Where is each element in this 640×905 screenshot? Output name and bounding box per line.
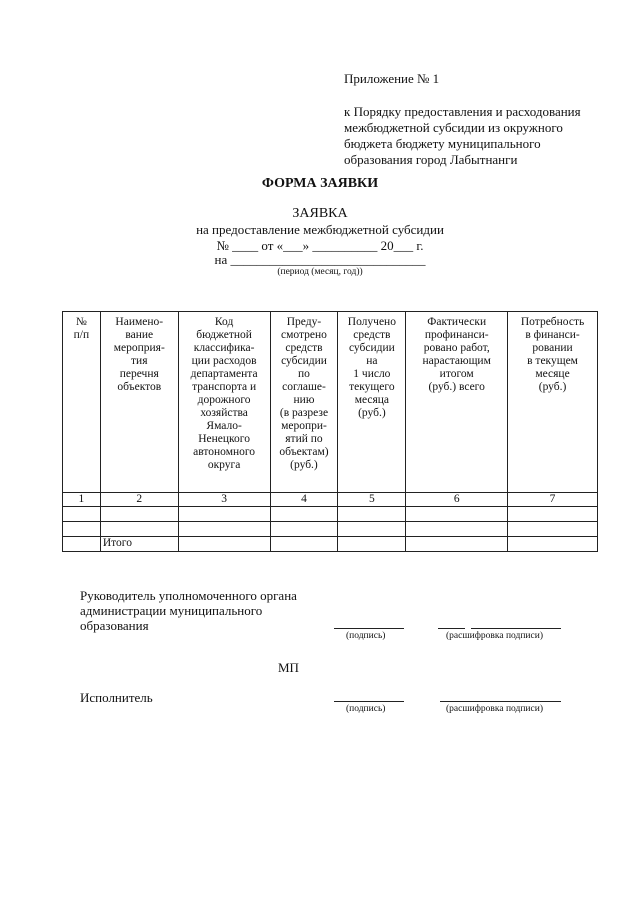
header-text: (руб.) (290, 459, 318, 471)
head-signatory-label (80, 588, 320, 633)
period-line: на ______________________________ (214, 252, 426, 267)
period-hint: (период (месяц, год)) (277, 267, 363, 277)
header-text: Наимено- (115, 316, 164, 328)
head-signature-line (334, 628, 404, 629)
header-cell-number (63, 312, 101, 493)
head-decode-line-short (438, 628, 465, 629)
header-text: месяца (354, 394, 390, 406)
stamp-place-label: МП (278, 660, 299, 675)
header-text: вание (125, 329, 154, 341)
table-cell (508, 537, 598, 552)
table-cell (508, 522, 598, 537)
header-text: средств (353, 329, 391, 341)
column-index: 3 (178, 493, 270, 507)
table-cell (63, 522, 101, 537)
header-text: профинанси- (424, 329, 489, 341)
head-sign-hint: (подпись) (346, 631, 386, 641)
table-cell (178, 507, 270, 522)
header-text: соглаше- (282, 381, 326, 393)
zayavka-heading: ЗАЯВКА (292, 206, 348, 221)
table-cell (100, 522, 178, 537)
header-text: транспорта и (192, 381, 257, 393)
header-text: средств (285, 342, 323, 354)
header-text: нарастающим (422, 355, 491, 367)
head-label-line: администрации муниципального (80, 603, 263, 618)
head-decode-line (471, 628, 561, 629)
header-text: субсидии (281, 355, 327, 367)
table-row (63, 507, 598, 522)
header-cell-planned (270, 312, 338, 493)
table-cell (63, 507, 101, 522)
table-cell (338, 507, 406, 522)
head-decode-hint: (расшифровка подписи) (446, 631, 543, 641)
appendix-title: Приложение № 1 (344, 71, 440, 86)
header-text: бюджетной (196, 329, 252, 341)
column-index: 7 (508, 493, 598, 507)
header-text: по (298, 368, 310, 380)
table-row (63, 522, 598, 537)
head-label-line: Руководитель уполномоченного органа (80, 588, 297, 603)
executor-decode-line (440, 701, 561, 702)
executor-decode-hint: (расшифровка подписи) (446, 704, 543, 714)
table-cell (406, 507, 508, 522)
table-cell (178, 537, 270, 552)
table-cell (270, 522, 338, 537)
header-text: округа (207, 459, 241, 471)
table-cell (406, 537, 508, 552)
header-text: месяце (535, 368, 570, 380)
total-label: Итого (100, 537, 178, 552)
header-text: (руб.) всего (428, 381, 485, 393)
header-cell-received (338, 312, 406, 493)
header-text: Фактически (427, 316, 487, 328)
header-text: п/п (73, 329, 90, 341)
table-cell (338, 522, 406, 537)
header-cell-need (508, 312, 598, 493)
header-text: тия (131, 355, 148, 367)
column-index-row (63, 493, 598, 507)
table-cell (508, 507, 598, 522)
header-text: Получено (347, 316, 396, 328)
table-cell (338, 537, 406, 552)
header-text: 1 число (353, 368, 391, 380)
executor-label: Исполнитель (80, 690, 153, 705)
header-text: мероприя- (113, 342, 165, 354)
header-text: Потребность (520, 316, 585, 328)
head-label-line: образования (80, 618, 149, 633)
column-index: 5 (338, 493, 406, 507)
header-cell-name (100, 312, 178, 493)
column-index: 4 (270, 493, 338, 507)
executor-signature-line (334, 701, 404, 702)
appendix-line: образования город Лабытнанги (344, 152, 518, 167)
header-text: нию (293, 394, 315, 406)
header-text: в текущем (527, 355, 578, 367)
header-text: текущего (349, 381, 395, 393)
header-text: субсидии (348, 342, 395, 354)
header-text: Код (214, 316, 234, 328)
table-cell (270, 507, 338, 522)
form-subtitle: на предоставление межбюджетной субсидии (196, 222, 444, 237)
appendix-line: бюджета бюджету муниципального (344, 136, 541, 151)
column-index: 1 (63, 493, 101, 507)
header-text: Ямало- (206, 420, 242, 432)
appendix-text (344, 104, 594, 168)
header-text: ятий по (285, 433, 323, 445)
appendix-line: к Порядку предоставления и расходования (344, 104, 581, 119)
header-text: итогом (439, 368, 474, 380)
header-text: в финанси- (525, 329, 580, 341)
header-text: автономного (193, 446, 256, 458)
header-text: (руб.) (358, 407, 386, 419)
column-index: 2 (100, 493, 178, 507)
header-text: ции расходов (191, 355, 257, 367)
header-text: меропри- (281, 420, 327, 432)
header-text: перечня (119, 368, 159, 380)
appendix-line: межбюджетной субсидии из окружного (344, 120, 563, 135)
header-text: (в разрезе (279, 407, 329, 419)
table-header-row (63, 312, 598, 493)
table-cell (100, 507, 178, 522)
number-date-line: № ____ от «___» __________ 20___ г. (216, 238, 424, 253)
header-text: дорожного (197, 394, 251, 406)
header-text: департамента (190, 368, 258, 380)
table-cell (270, 537, 338, 552)
header-text: (руб.) (538, 381, 567, 393)
header-text: смотрено (281, 329, 327, 341)
form-title: ФОРМА ЗАЯВКИ (261, 176, 379, 191)
table-cell (406, 522, 508, 537)
header-text: Ненецкого (198, 433, 250, 445)
header-cell-code (178, 312, 270, 493)
header-text: Преду- (286, 316, 322, 328)
header-text: на (366, 355, 378, 367)
executor-sign-hint: (подпись) (346, 704, 386, 714)
header-text: объектов (117, 381, 162, 393)
header-text: № (75, 316, 87, 328)
column-index: 6 (406, 493, 508, 507)
header-text: объектам) (279, 446, 329, 458)
table-cell (178, 522, 270, 537)
header-text: ровано работ, (423, 342, 490, 354)
header-text: хозяйства (200, 407, 248, 419)
header-cell-financed (406, 312, 508, 493)
total-row (63, 537, 598, 552)
header-text: ровании (532, 342, 573, 354)
application-table (62, 311, 598, 552)
table-cell (63, 537, 101, 552)
header-text: классифика- (193, 342, 255, 354)
